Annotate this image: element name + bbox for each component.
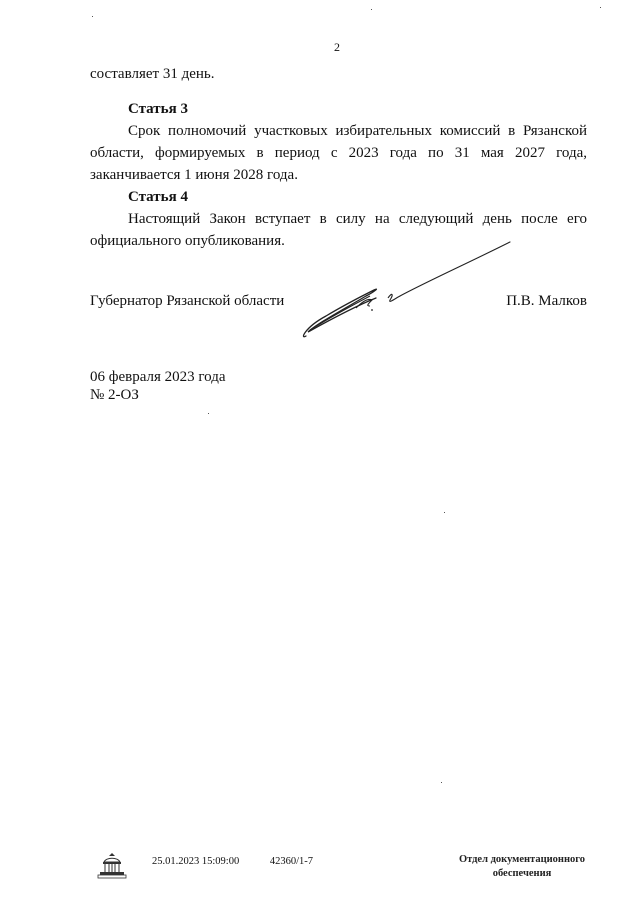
article-3-line-3: заканчивается 1 июня 2028 года. (90, 167, 298, 183)
article-3 (90, 98, 587, 186)
date-block (90, 368, 226, 404)
handwritten-signature (296, 236, 516, 351)
signatory-name: П.В. Малков (506, 293, 587, 309)
law-number: № 2-ОЗ (90, 387, 139, 403)
scan-speck (441, 782, 442, 783)
scan-speck (444, 512, 445, 513)
department-line-1: Отдел документационного (458, 854, 586, 865)
duma-logo-icon (95, 850, 129, 887)
scan-speck (92, 16, 93, 17)
continuation-text: составляет 31 день. (90, 66, 215, 82)
article-4-line-1: Настоящий Закон вступает в силу на следующий день после его (128, 211, 587, 227)
scan-speck (208, 413, 209, 414)
article-4-heading: Статья 4 (128, 189, 188, 205)
registration-number: 42360/1-7 (269, 856, 314, 867)
signatory-title: Губернатор Рязанской области (90, 293, 285, 309)
law-date: 06 февраля 2023 года (90, 369, 226, 385)
page-number: 2 (334, 40, 340, 54)
scan-speck (600, 7, 601, 8)
article-3-heading: Статья 3 (128, 101, 188, 117)
department-line-2: обеспечения (492, 868, 552, 879)
scan-speck (371, 9, 372, 10)
department-label (442, 853, 602, 881)
article-4-line-2: официального опубликования. (90, 233, 285, 249)
article-3-line-2: области, формируемых в период с 2023 года по 31 мая 2027 года, (90, 145, 587, 161)
registration-timestamp: 25.01.2023 15:09:00 (152, 856, 240, 867)
registration-stamp (152, 856, 341, 867)
article-3-line-1: Срок полномочий участковых избирательных комиссий в Рязанской (128, 123, 587, 139)
